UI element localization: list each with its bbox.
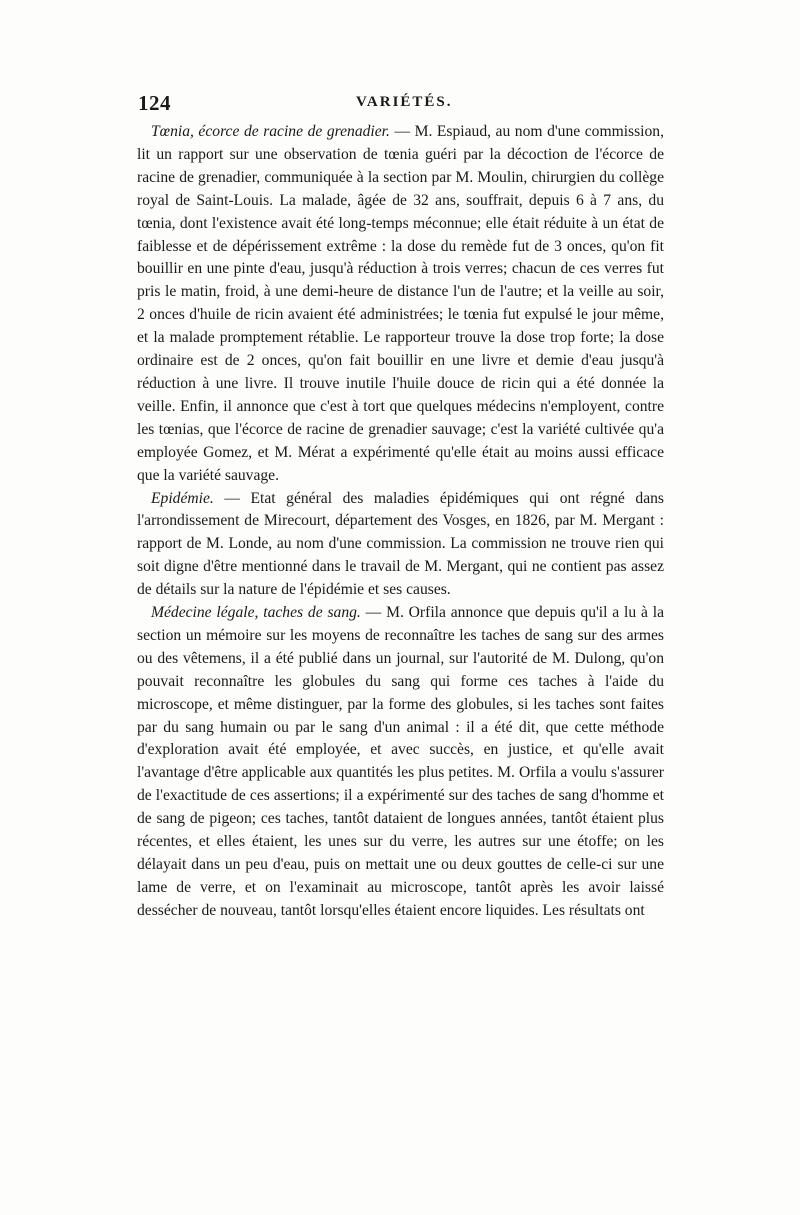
paragraph-text: — M. Orfila annonce que depuis qu'il a lu à la section un mémoire sur les moyens de reconnaître les taches de sang sur des armes ou des vêtemens, il a été publié dans un journal, sur l'autorité de M. Dulong, qu'on pouvait reconnaître les globules du sang qui forme ces taches à l'aide du microscope, et même distinguer, par la forme des globules, si les taches sont faites par du sang humain ou par le sang d'un animal : il a été dit, que cette méthode d'exploration avait été employée, et avec succès, en justice, et qu'elle avait l'avantage d'être applicable aux quantités les plus petites. M. Orfila a voulu s'assurer de l'exactitude de ces assertions; il a expérimenté sur des taches de sang d'homme et de sang de pigeon; ces taches, tantôt dataient de longues années, tantôt étaient plus récentes, et elles étaient, les unes sur du verre, les autres sur une étoffe; on les délayait dans un peu d'eau, puis on mettait une ou deux gouttes de celle-ci sur une lame de verre, et on l'examinait au microscope, tantôt après les avoir laissé dessécher de nouveau, tantôt lorsqu'elles étaient encore liquides. Les résultats ont [137, 604, 664, 919]
page-number: 124 [138, 91, 171, 115]
body-text [137, 121, 664, 923]
paragraph-heading: Médecine légale, taches de sang. [151, 604, 361, 622]
running-title: VARIÉTÉS. [356, 94, 453, 110]
paragraph-taenia [137, 121, 664, 488]
paragraph-medecine-legale [137, 602, 664, 923]
paragraph-heading: Tœnia, écorce de racine de grenadier. [151, 123, 390, 140]
paragraph-text: — M. Espiaud, au nom d'une commission, lit un rapport sur une observation de tœnia guéri par la décoction de l'écorce de racine de grenadier, communiquée à la section par M. Moulin, chirurgien du collège royal de Saint-Louis. La malade, âgée de 32 ans, souffrait, depuis 6 à 7 ans, du tœnia, dont l'existence avait été long-temps méconnue; elle était réduite à un état de faiblesse et de dépérissement extrême : la dose du remède fut de 3 onces, qu'on fit bouillir en une pinte d'eau, jusqu'à réduction à trois verres; chacun de ces verres fut pris le matin, froid, à une demi-heure de distance l'un de l'autre; et la veille au soir, 2 onces d'huile de ricin avaient été administrées; le tœnia fut expulsé le jour même, et la malade promptement rétablie. Le rapporteur trouve la dose trop forte; la dose ordinaire est de 2 onces, qu'on fait bouillir en une livre et demie d'eau jusqu'à réduction à une livre. Il trouve inutile l'huile douce de ricin qui a été donnée la veille. Enfin, il annonce que c'est à tort que quelques médecins n'employent, contre les tœnias, que l'écorce de racine de grenadier sauvage; c'est la variété cultivée qu'a employée Gomez, et M. Mérat a expérimenté qu'elle était au moins aussi efficace que la variété sauvage. [137, 123, 664, 484]
running-head [138, 91, 658, 115]
paragraph-text: — Etat général des maladies épidémiques qui ont régné dans l'arrondissement de Mirecourt, département des Vosges, en 1826, par M. Mergant : rapport de M. Londe, au nom d'une commission. La commission ne trouve rien qui soit digne d'être mentionné dans le travail de M. Mergant, qui ne contient pas assez de détails sur la nature de l'épidémie et ses causes. [137, 489, 664, 599]
paragraph-heading: Epidémie. [151, 489, 214, 507]
paragraph-epidemie [137, 488, 664, 603]
